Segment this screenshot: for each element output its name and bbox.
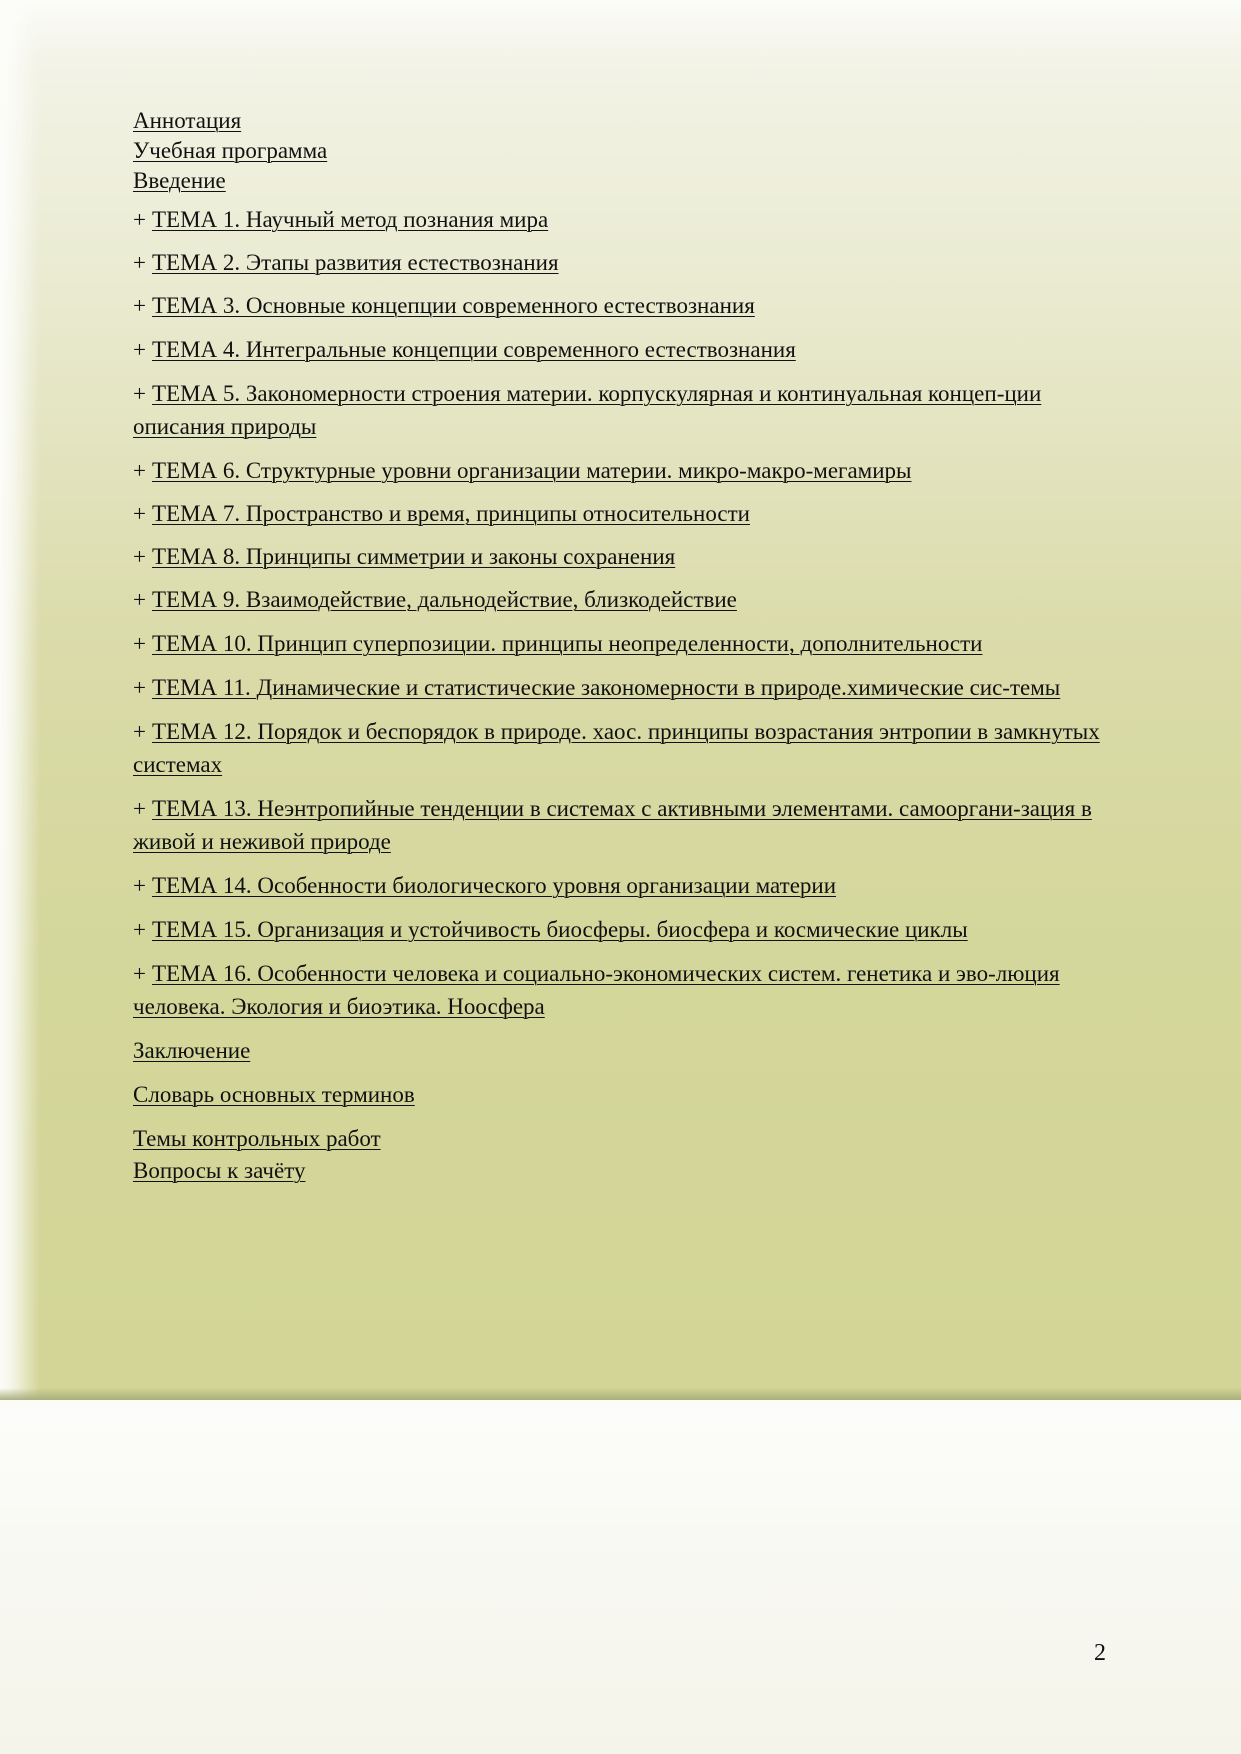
page-footer-area: [0, 1408, 1241, 1754]
toc-link-topic-11[interactable]: ТЕМА 11. Динамические и статистические закономерности в природе.химические сис-темы: [151, 675, 1061, 700]
toc-entry-glossary: [133, 1078, 1103, 1111]
expand-marker[interactable]: +: [133, 501, 146, 526]
page-number: 2: [1094, 1640, 1106, 1666]
toc-entry-topic-6: [133, 454, 1103, 487]
toc-entry-topic-4: [133, 333, 1103, 366]
expand-marker[interactable]: +: [133, 381, 146, 406]
toc-link-topic-10[interactable]: ТЕМА 10. Принцип суперпозиции. принципы неопределенности, дополнительности: [151, 631, 983, 656]
expand-marker[interactable]: +: [133, 961, 146, 986]
toc-entry-topic-1: [133, 203, 1103, 236]
expand-marker[interactable]: +: [133, 917, 146, 942]
toc-link-annotation[interactable]: Аннотация: [133, 108, 242, 133]
toc-link-topic-2[interactable]: ТЕМА 2. Этапы развития естествознания: [151, 250, 559, 275]
toc-link-topic-15[interactable]: ТЕМА 15. Организация и устойчивость биосферы. биосфера и космические циклы: [151, 917, 968, 942]
toc-entry-topic-3: [133, 289, 1103, 322]
toc-entry-topic-9: [133, 583, 1103, 616]
toc-entry-topic-11: [133, 671, 1103, 704]
expand-marker[interactable]: +: [133, 796, 146, 821]
toc-entry-topic-13: [133, 792, 1103, 858]
toc-entry-topic-15: [133, 913, 1103, 946]
expand-marker[interactable]: +: [133, 587, 146, 612]
toc-entry-topic-8: [133, 540, 1103, 573]
toc-entry-topic-2: [133, 246, 1103, 279]
toc-link-introduction[interactable]: Введение: [133, 168, 226, 193]
toc-entry-introduction: [133, 164, 1103, 197]
toc-link-conclusion[interactable]: Заключение: [133, 1038, 251, 1063]
expand-marker[interactable]: +: [133, 675, 146, 700]
toc-entry-curriculum: [133, 134, 1103, 167]
expand-marker[interactable]: +: [133, 250, 146, 275]
toc-entry-topic-14: [133, 869, 1103, 902]
toc-link-topic-9[interactable]: ТЕМА 9. Взаимодействие, дальнодействие, близкодействие: [151, 587, 737, 612]
toc-link-topic-4[interactable]: ТЕМА 4. Интегральные концепции современного естествознания: [151, 337, 796, 362]
expand-marker[interactable]: +: [133, 337, 146, 362]
expand-marker[interactable]: +: [133, 873, 146, 898]
expand-marker[interactable]: +: [133, 207, 146, 232]
expand-marker[interactable]: +: [133, 293, 146, 318]
toc-link-topic-3[interactable]: ТЕМА 3. Основные концепции современного естествознания: [151, 293, 755, 318]
toc-entry-exam-questions: [133, 1154, 1103, 1187]
toc-entry-topic-16: [133, 957, 1103, 1023]
toc-entry-topic-12: [133, 715, 1103, 781]
expand-marker[interactable]: +: [133, 458, 146, 483]
toc-link-topic-16[interactable]: ТЕМА 16. Особенности человека и социально-экономических систем. генетика и эво-люция человека. Экология и биоэтика. Ноосфера: [133, 961, 1060, 1019]
toc-entry-topic-5: [133, 377, 1103, 443]
expand-marker[interactable]: +: [133, 544, 146, 569]
toc-link-test-topics[interactable]: Темы контрольных работ: [133, 1126, 381, 1151]
toc-link-topic-1[interactable]: ТЕМА 1. Научный метод познания мира: [151, 207, 549, 232]
toc-entry-topic-10: [133, 627, 1103, 660]
toc-link-topic-12[interactable]: ТЕМА 12. Порядок и беспорядок в природе. хаос. принципы возрастания энтропии в замкнутых системах: [133, 719, 1100, 777]
toc-link-topic-13[interactable]: ТЕМА 13. Неэнтропийные тенденции в системах с активными элементами. самооргани-зация в живой и неживой природе: [133, 796, 1092, 854]
expand-marker[interactable]: +: [133, 719, 146, 744]
toc-link-topic-7[interactable]: ТЕМА 7. Пространство и время, принципы относительности: [151, 501, 750, 526]
toc-link-glossary[interactable]: Словарь основных терминов: [133, 1082, 415, 1107]
toc-link-curriculum[interactable]: Учебная программа: [133, 138, 328, 163]
table-of-contents: [133, 104, 1103, 1187]
toc-link-topic-5[interactable]: ТЕМА 5. Закономерности строения материи. корпускулярная и континуальная концеп-ции описания природы: [133, 381, 1042, 439]
toc-link-topic-6[interactable]: ТЕМА 6. Структурные уровни организации материи. микро-макро-мегамиры: [151, 458, 912, 483]
toc-entry-annotation: [133, 104, 1103, 137]
toc-link-exam-questions[interactable]: Вопросы к зачёту: [133, 1158, 306, 1183]
toc-entry-conclusion: [133, 1034, 1103, 1067]
expand-marker[interactable]: +: [133, 631, 146, 656]
toc-entry-test-topics: [133, 1122, 1103, 1155]
toc-link-topic-14[interactable]: ТЕМА 14. Особенности биологического уровня организации материи: [151, 873, 837, 898]
toc-entry-topic-7: [133, 497, 1103, 530]
toc-link-topic-8[interactable]: ТЕМА 8. Принципы симметрии и законы сохранения: [151, 544, 676, 569]
